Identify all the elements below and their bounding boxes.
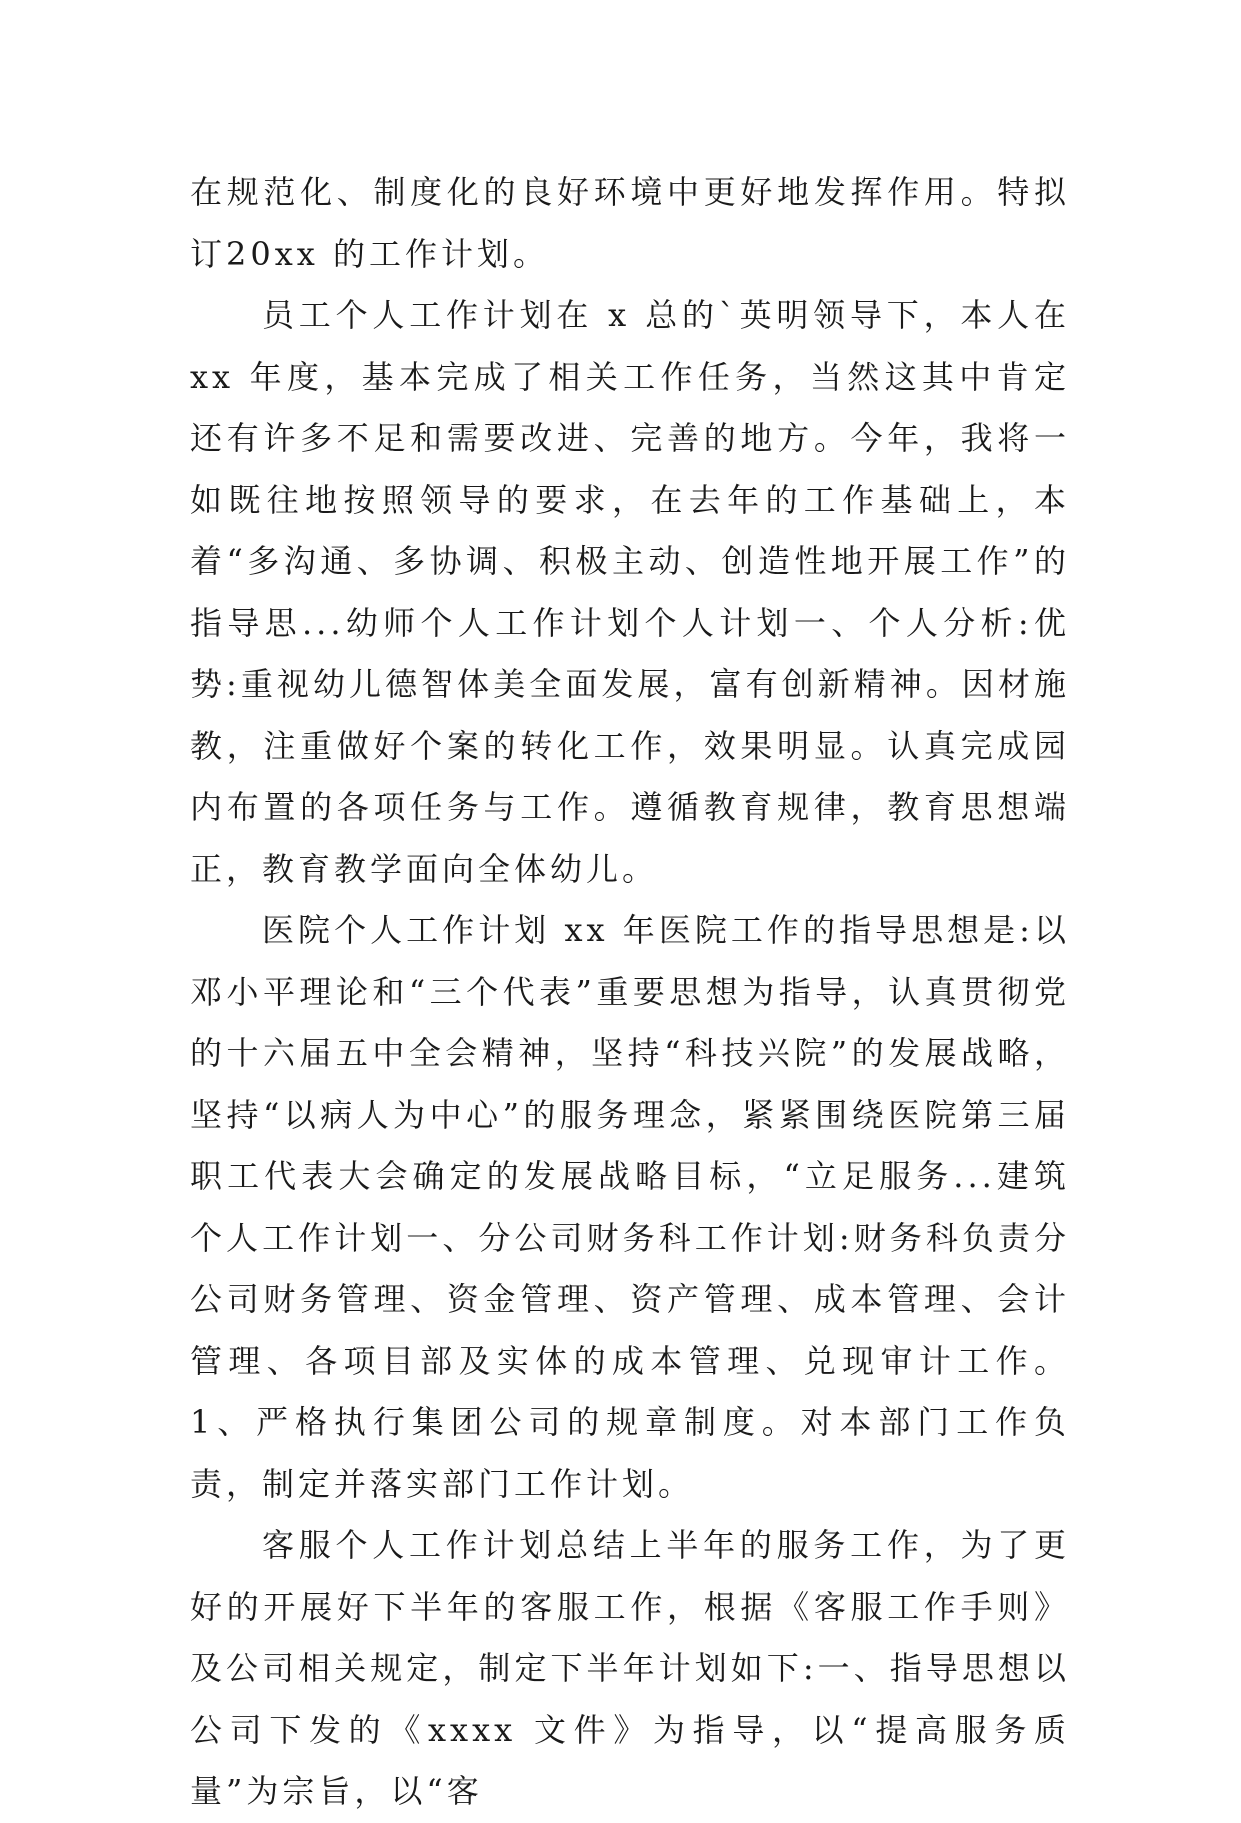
paragraph-customer-service-plan: 客服个人工作计划总结上半年的服务工作，为了更好的开展好下半年的客服工作，根据《客服工作手则》及公司相关规定，制定下半年计划如下:一、指导思想以公司下发的《xxxx 文件》为指导，以“提高服务质量”为宗旨，以“客 bbox=[190, 1526, 1070, 1810]
paragraph-employee-plan: 员工个人工作计划在 x 总的`英明领导下，本人在 xx 年度，基本完成了相关工作任务，当然这其中肯定还有许多不足和需要改进、完善的地方。今年，我将一如既往地按照领导的要求，在去年的工作基础上，本着“多沟通、多协调、积极主动、创造性地开展工作”的指导思...幼师个人工作计划个人计划一、个人分析:优势:重视幼儿德智体美全面发展，富有创新精神。因材施教，注重做好个案的转化工作，效果明显。认真完成园内布置的各项任务与工作。遵循教育规律，教育思想端正，教育教学面向全体幼儿。 bbox=[190, 296, 1070, 888]
paragraph-intro-continuation: 在规范化、制度化的良好环境中更好地发挥作用。特拟订20xx 的工作计划。 bbox=[190, 173, 1070, 273]
paragraph-hospital-plan: 医院个人工作计划 xx 年医院工作的指导思想是:以邓小平理论和“三个代表”重要思想为指导，认真贯彻党的十六届五中全会精神，坚持“科技兴院”的发展战略，坚持“以病人为中心”的服务理念，紧紧围绕医院第三届职工代表大会确定的发展战略目标，“立足服务...建筑个人工作计划一、分公司财务科工作计划:财务科负责分公司财务管理、资金管理、资产管理、成本管理、会计管理、各项目部及实体的成本管理、兑现审计工作。1、严格执行集团公司的规章制度。对本部门工作负责，制定并落实部门工作计划。 bbox=[190, 911, 1070, 1503]
document-body bbox=[190, 162, 1070, 1823]
